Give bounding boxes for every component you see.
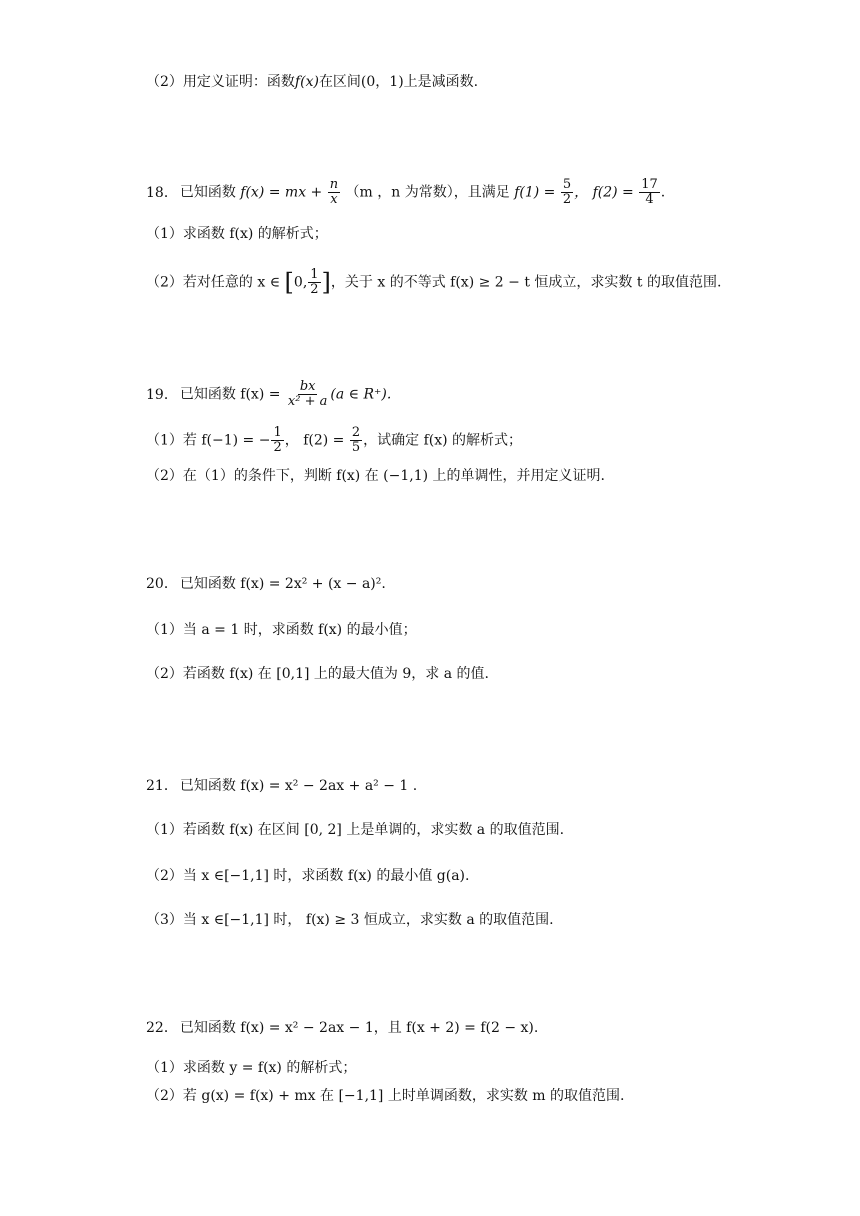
q20-stem: 20． 已知函数 f(x) = 2x² + (x − a)².	[146, 576, 386, 592]
q20-part2: （2）若函数 f(x) 在 [0,1] 上的最大值为 9，求 a 的值.	[146, 666, 489, 682]
q19-part1: （1）若 f(−1) = − $\frac{1}{2}$ ， f(2) = $\frac{2}{5}$ ，试确定 f(x) 的解析式；	[146, 425, 523, 455]
q19-part2: （2）在（1）的条件下，判断 f(x) 在 (−1,1) 上的单调性，并用定义证明.	[146, 468, 605, 484]
q19-frac-bx: $\frac{bx}{\text{x² + a}}$	[287, 379, 328, 409]
q22-stem: 22． 已知函数 f(x) = x² − 2ax − 1，且 f(x + 2) = f(2 − x).	[146, 1020, 539, 1036]
q22-part2: （2）若 g(x) = f(x) + mx 在 [−1,1] 上时单调函数，求实数 m 的取值范围.	[146, 1088, 625, 1104]
q21-part2: （2）当 x ∈[−1,1] 时，求函数 f(x) 的最小值 g(a).	[146, 868, 470, 884]
q18-frac-n-x: $\frac{n}{x}$	[329, 177, 339, 207]
q22-part1: （1）求函数 y = f(x) 的解析式；	[146, 1060, 357, 1076]
q19-stem: 19． 已知函数 f(x) = $\frac{bx}{\text{x² + a}}$ (a ∈ R⁺).	[146, 379, 392, 409]
q17-part2: （2）用定义证明：函数f(x)在区间(0，1)上是减函数.	[146, 74, 479, 90]
q18-part1: （1）求函数 f(x) 的解析式；	[146, 226, 328, 242]
q18-stem: 18． 已知函数 f(x) = mx + $\frac{n}{x}$ （m ，n 为常数），且满足 f(1) = $\frac{5}{2}$ ， f(2) = $\frac{17}{4}$ .	[146, 177, 666, 207]
q18-part2: （2）若对任意的 x ∈ [0, $\frac{1}{2}$ ]，关于 x 的不等式 f(x) ≥ 2 − t 恒成立，求实数 t 的取值范围.	[146, 267, 722, 297]
q21-part3: （3）当 x ∈[−1,1] 时， f(x) ≥ 3 恒成立，求实数 a 的取值范围.	[146, 912, 554, 928]
q19-frac-2-5: $\frac{2}{5}$	[351, 425, 361, 455]
q20-part1: （1）当 a = 1 时，求函数 f(x) 的最小值；	[146, 622, 417, 638]
q18-frac-17-4: $\frac{17}{4}$	[641, 177, 658, 207]
q21-stem: 21． 已知函数 f(x) = x² − 2ax + a² − 1 .	[146, 778, 418, 794]
q19-frac-1-2: $\frac{1}{2}$	[273, 425, 282, 455]
q18-frac-1-2: $\frac{1}{2}$	[310, 267, 319, 297]
q18-frac-5-2: $\frac{5}{2}$	[562, 177, 572, 207]
q21-part1: （1）若函数 f(x) 在区间 [0, 2] 上是单调的，求实数 a 的取值范围.	[146, 822, 565, 838]
